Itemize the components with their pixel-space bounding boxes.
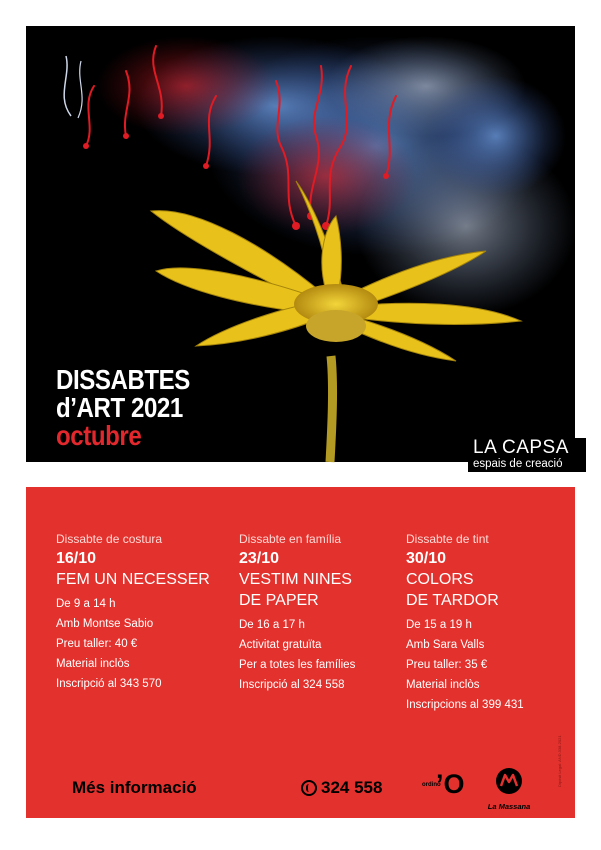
workshops-panel	[26, 487, 575, 818]
more-info-label: Més informació	[72, 778, 197, 797]
ordino-logo-mark: ’O	[436, 769, 465, 799]
workshop-column-1	[56, 532, 241, 694]
workshop-column-3	[406, 532, 571, 715]
workshop-detail: Amb Montse Sabio	[56, 618, 154, 630]
workshop-date: 30/10	[406, 550, 447, 567]
ordino-logo-small: ordino	[422, 782, 441, 788]
workshop-detail: Material inclòs	[406, 679, 480, 691]
phone-icon	[301, 780, 317, 796]
title-month: octubre	[56, 420, 142, 451]
workshop-title: FEM UN NECESSER	[56, 571, 210, 588]
la-massana-emblem-icon	[494, 766, 524, 796]
workshop-kicker: Dissabte de costura	[56, 532, 163, 546]
workshop-kicker: Dissabte de tint	[406, 532, 489, 546]
la-massana-text: La Massana	[487, 802, 531, 811]
workshop-title: COLORS	[406, 571, 474, 588]
workshop-title: VESTIM NINES	[239, 571, 352, 588]
title-line-2: d’ART 2021	[56, 392, 183, 423]
workshop-detail: Material inclòs	[56, 658, 130, 670]
workshop-detail: Activitat gratuïta	[239, 639, 322, 651]
contact-phone[interactable]	[301, 778, 382, 798]
workshop-detail: Preu taller: 40 €	[56, 638, 138, 650]
workshop-detail: De 16 a 17 h	[239, 619, 305, 631]
poster-photo	[26, 26, 575, 470]
workshop-detail: De 15 a 19 h	[406, 619, 472, 631]
workshop-detail: Inscripció al 343 570	[56, 678, 162, 690]
brand-name: LA CAPSA	[473, 437, 569, 458]
workshop-column-2	[239, 532, 404, 695]
workshop-detail: Inscripcions al 399 431	[406, 699, 524, 711]
title-line-1: DISSABTES	[56, 364, 190, 395]
legal-deposit: Dipòsit Legal: AND.338-2021	[557, 735, 562, 787]
phone-number: 324 558	[321, 778, 383, 797]
workshop-detail: Amb Sara Valls	[406, 639, 485, 651]
workshop-detail: Preu taller: 35 €	[406, 659, 488, 671]
workshop-detail: Inscripció al 324 558	[239, 679, 345, 691]
workshop-detail: De 9 a 14 h	[56, 598, 116, 610]
workshop-date: 23/10	[239, 550, 280, 567]
poster-title	[56, 366, 212, 450]
workshop-kicker: Dissabte en família	[239, 532, 342, 546]
la-capsa-logo	[468, 438, 586, 472]
brand-subtitle: espais de creació	[473, 458, 563, 470]
workshop-date: 16/10	[56, 550, 97, 567]
la-massana-logo	[484, 766, 534, 811]
workshop-detail: Per a totes les famílies	[239, 659, 356, 671]
workshop-title: DE PAPER	[239, 592, 319, 609]
workshop-title: DE TARDOR	[406, 592, 499, 609]
